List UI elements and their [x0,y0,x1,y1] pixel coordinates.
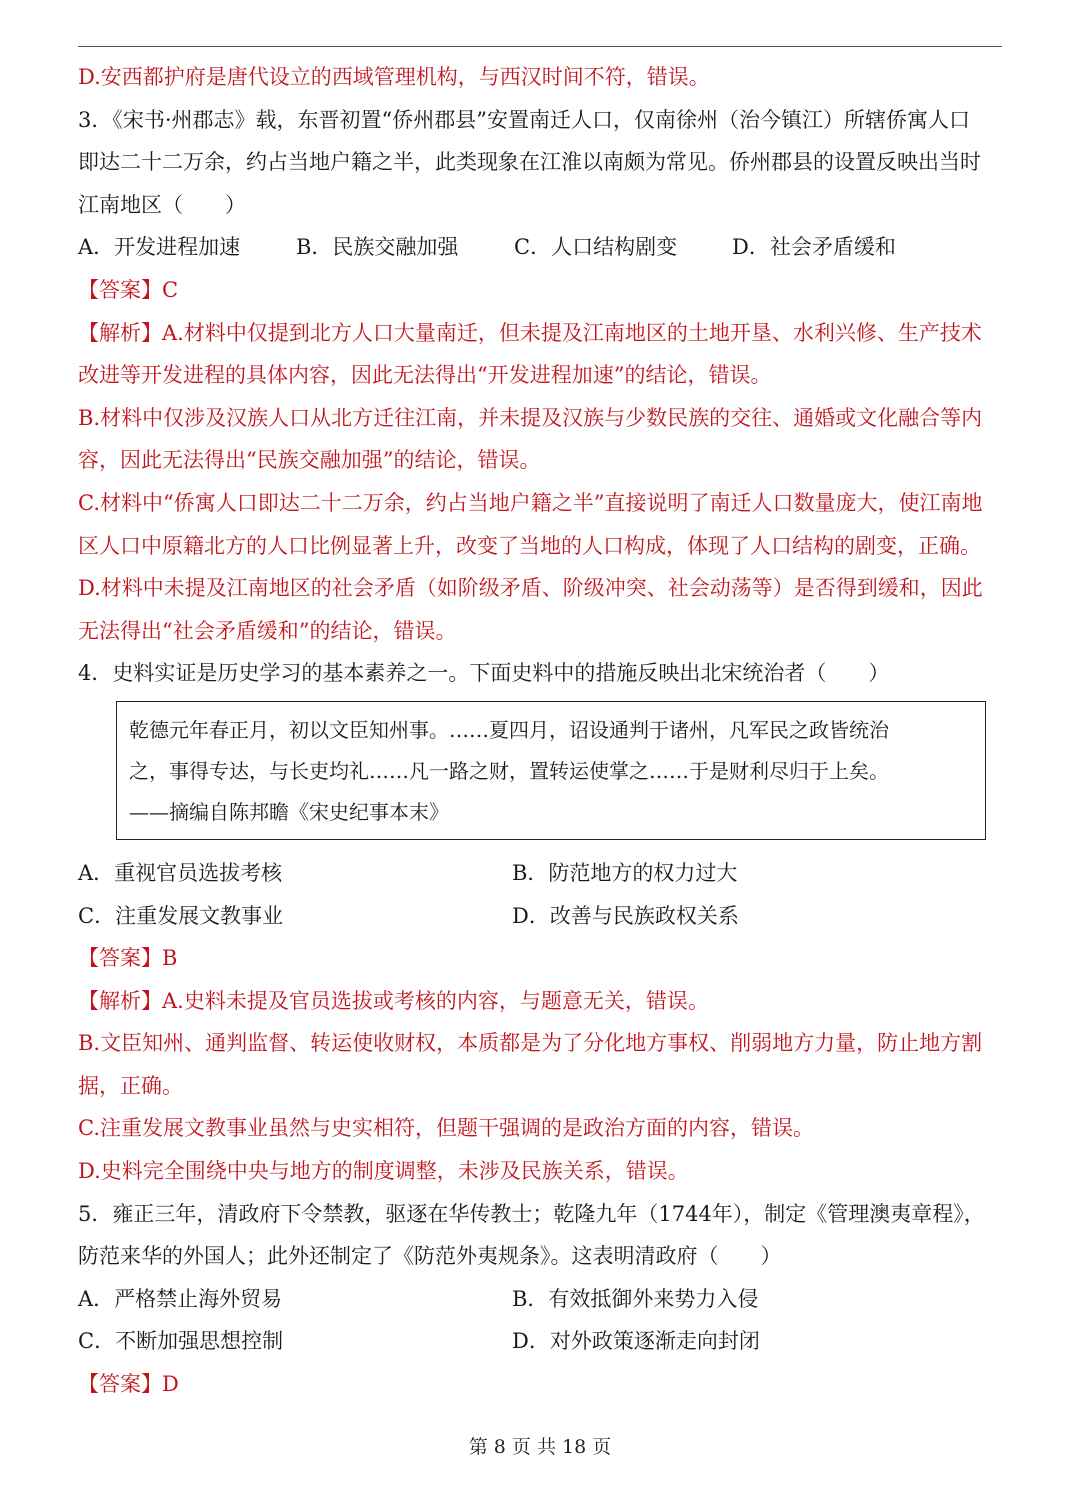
q3-stem-line: 3．《宋书·州郡志》载，东晋初置“侨州郡县”安置南迁人口，仅南徐州（治今镇江）所辖侨寓人口 [78,107,971,132]
q4-option-a: A．重视官员选拔考核 [78,860,283,885]
q3-analysis-line: B.材料中仅涉及汉族人口从北方迁往江南，并未提及汉族与少数民族的交往、通婚或文化融合等内 [78,405,983,430]
page-content [78,56,1002,1406]
q3-answer: 【答案】C [78,277,179,302]
q3-stem-line: 即达二十二万余，约占当地户籍之半，此类现象在江淮以南颇为常见。侨州郡县的设置反映出当时 [78,150,981,175]
q5-option-b: B．有效抵御外来势力入侵 [512,1286,759,1311]
q3-analysis-line: 容，因此无法得出“民族交融加强”的结论，错误。 [78,448,541,473]
q4-quote-line: 之，事得专达，与长吏均礼……凡一路之财，置转运使掌之……于是财利尽归于上矣。 [129,758,889,783]
q5-stem-line: 5．雍正三年，清政府下令禁教，驱逐在华传教士；乾隆九年（1744年），制定《管理澳夷章程》， [78,1201,985,1226]
header-rule [78,46,1002,47]
q3-option-c: C．人口结构剧变 [514,235,678,260]
q3-analysis-line: 改进等开发进程的具体内容，因此无法得出“开发进程加速”的结论，错误。 [78,363,772,388]
q4-analysis-line: 据，正确。 [78,1073,183,1098]
q4-option-b: B．防范地方的权力过大 [512,860,738,885]
q3-stem-line: 江南地区（ ） [78,192,246,217]
q3-analysis-line: 【解析】A.材料中仅提到北方人口大量南迁，但未提及江南地区的土地开垦、水利兴修、生产技术 [78,320,982,345]
q4-source-quote [116,701,986,840]
q3-option-a: A．开发进程加速 [78,235,241,260]
q5-options-row-1 [78,1278,1002,1321]
q5-stem-line: 防范来华的外国人；此外还制定了《防范外夷规条》。这表明清政府（ ） [78,1244,782,1269]
q3-option-d: D．社会矛盾缓和 [732,235,896,260]
question-4 [78,652,1002,1192]
q4-analysis-line: C.注重发展文教事业虽然与史实相符，但题干强调的是政治方面的内容，错误。 [78,1116,814,1141]
q3-options [78,226,1002,269]
q5-answer: 【答案】D [78,1372,179,1397]
q3-analysis-line: C.材料中“侨寓人口即达二十二万余，约占当地户籍之半”直接说明了南迁人口数量庞大，使江南地 [78,490,983,515]
q4-quote-line: 乾德元年春正月，初以文臣知州事。……夏四月，诏设通判于诸州，凡军民之政皆统治 [129,717,889,742]
q3-option-b: B．民族交融加强 [296,235,459,260]
q5-options-row-2 [78,1320,1002,1363]
q4-analysis-line: D.史料完全围绕中央与地方的制度调整，未涉及民族关系，错误。 [78,1159,689,1184]
q3-analysis-line: 无法得出“社会矛盾缓和”的结论，错误。 [78,618,457,643]
q4-option-c: C．注重发展文教事业 [78,903,284,928]
q5-option-c: C．不断加强思想控制 [78,1329,284,1354]
q4-options-row-2 [78,895,1002,938]
question-5 [78,1193,1002,1406]
q3-analysis-line: D.材料中未提及江南地区的社会矛盾（如阶级矛盾、阶级冲突、社会动荡等）是否得到缓和，因此 [78,576,983,601]
q5-option-d: D．对外政策逐渐走向封闭 [512,1329,760,1354]
q4-quote-source: ——摘编自陈邦瞻《宋史纪事本末》 [129,799,449,824]
q4-answer: 【答案】B [78,946,178,971]
q5-option-a: A．严格禁止海外贸易 [78,1286,283,1311]
q4-stem-line: 4．史料实证是历史学习的基本素养之一。下面史料中的措施反映出北宋统治者（ ） [78,661,890,686]
q2-option-d-analysis: D.安西都护府是唐代设立的西域管理机构，与西汉时间不符，错误。 [78,65,710,89]
q4-analysis-line: 【解析】A.史料未提及官员选拔或考核的内容，与题意无关，错误。 [78,988,709,1013]
question-3 [78,99,1002,653]
q4-options-row-1 [78,852,1002,895]
page-number: 第 8 页 共 18 页 [468,1436,612,1458]
q4-analysis-line: B.文臣知州、通判监督、转运使收财权，本质都是为了分化地方事权、削弱地方力量，防止地方割 [78,1031,983,1056]
q3-analysis-line: 区人口中原籍北方的人口比例显著上升，改变了当地的人口构成，体现了人口结构的剧变，正确。 [78,533,981,558]
q4-option-d: D．改善与民族政权关系 [512,903,739,928]
